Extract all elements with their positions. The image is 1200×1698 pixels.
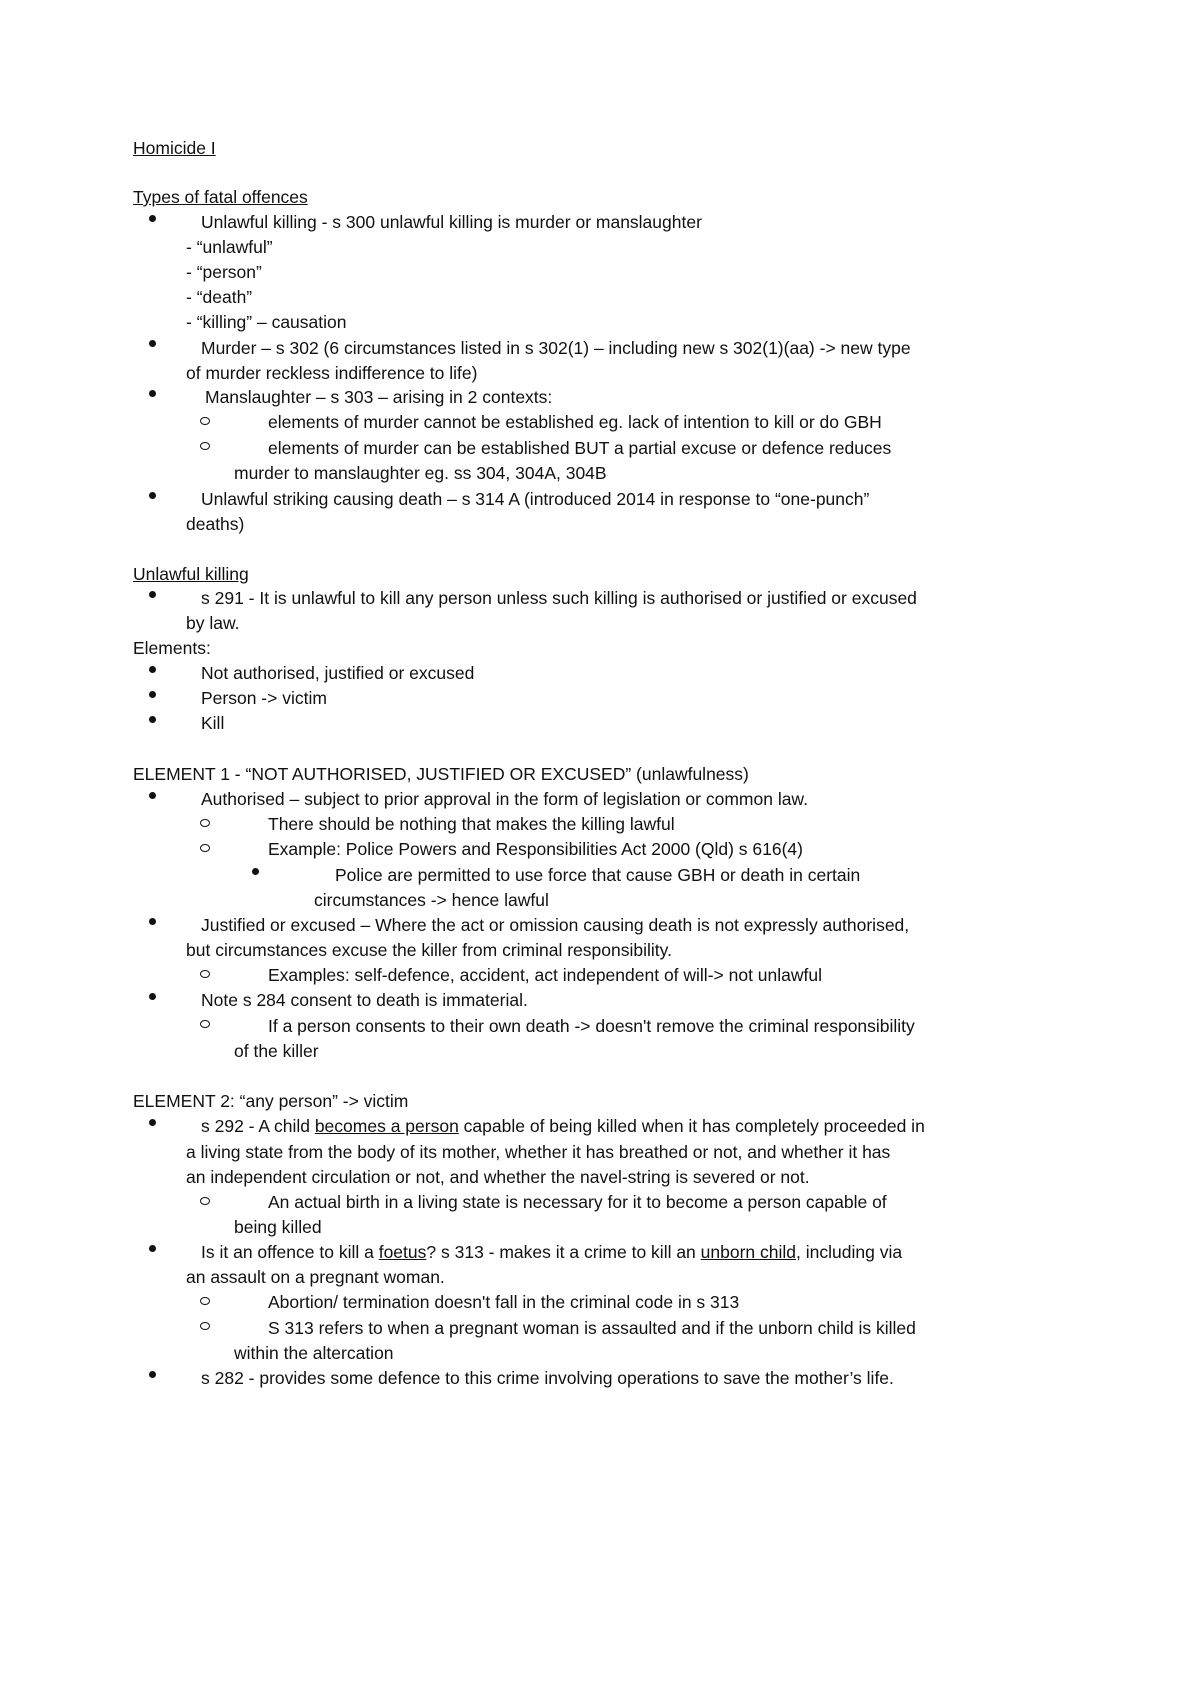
- list-item-continuation: a living state from the body of its mother, whether it has breathed or not, and whether it has: [186, 1142, 891, 1162]
- list-item-continuation: an assault on a pregnant woman.: [186, 1267, 445, 1287]
- bullet-icon: [149, 492, 156, 499]
- sub-list-item: elements of murder cannot be established eg. lack of intention to kill or do GBH: [268, 412, 882, 432]
- list-item: Kill: [201, 713, 225, 733]
- circle-bullet-icon: [200, 417, 210, 425]
- list-item: Murder – s 302 (6 circumstances listed in s 302(1) – including new s 302(1)(aa) -> new type: [201, 338, 911, 358]
- sub-list-item: There should be nothing that makes the killing lawful: [268, 814, 675, 834]
- list-item: Person -> victim: [201, 688, 327, 708]
- list-item-continuation: deaths): [186, 514, 245, 534]
- list-item: - “killing” – causation: [186, 312, 347, 332]
- list-item: Note s 284 consent to death is immaterial.: [201, 990, 528, 1010]
- list-item: - “person”: [186, 262, 262, 282]
- sub-list-item: Abortion/ termination doesn't fall in the criminal code in s 313: [268, 1292, 740, 1312]
- list-item: Manslaughter – s 303 – arising in 2 contexts:: [205, 387, 553, 407]
- document-title: Homicide I: [133, 138, 216, 158]
- sub-list-item: If a person consents to their own death -> doesn't remove the criminal responsibility: [268, 1016, 915, 1036]
- list-item-continuation: but circumstances excuse the killer from criminal responsibility.: [186, 940, 672, 960]
- circle-bullet-icon: [200, 844, 210, 852]
- list-item: Unlawful striking causing death – s 314 A (introduced 2014 in response to “one-punch”: [201, 489, 870, 509]
- circle-bullet-icon: [200, 1322, 210, 1330]
- list-item: s 282 - provides some defence to this crime involving operations to save the mother’s life.: [201, 1368, 894, 1388]
- list-item: Authorised – subject to prior approval in the form of legislation or common law.: [201, 789, 808, 809]
- list-item: - “death”: [186, 287, 253, 307]
- list-item: s 292 - A child becomes a person capable of being killed when it has completely proceeded in: [201, 1116, 925, 1136]
- sub-list-item-continuation: being killed: [234, 1217, 322, 1237]
- bullet-icon: [149, 1119, 156, 1126]
- list-item: Not authorised, justified or excused: [201, 663, 475, 683]
- bullet-icon: [149, 1245, 156, 1252]
- circle-bullet-icon: [200, 442, 210, 450]
- sub-list-item-continuation: murder to manslaughter eg. ss 304, 304A, 304B: [234, 463, 607, 483]
- bullet-icon: [149, 716, 156, 723]
- list-item: Is it an offence to kill a foetus? s 313 - makes it a crime to kill an unborn child, including via: [201, 1242, 903, 1262]
- bullet-icon: [149, 792, 156, 799]
- circle-bullet-icon: [200, 1197, 210, 1205]
- list-item: s 291 - It is unlawful to kill any person unless such killing is authorised or justified or excused: [201, 588, 917, 608]
- list-item: Unlawful killing - s 300 unlawful killing is murder or manslaughter: [201, 212, 702, 232]
- section-heading: Types of fatal offences: [133, 187, 308, 207]
- bullet-icon: [149, 691, 156, 698]
- bullet-icon: [149, 340, 156, 347]
- sub-list-item: elements of murder can be established BUT a partial excuse or defence reduces: [268, 438, 892, 458]
- sub-list-item: Examples: self-defence, accident, act independent of will-> not unlawful: [268, 965, 823, 985]
- underlined-term: becomes a person: [314, 1116, 459, 1136]
- sub-sub-list-item-continuation: circumstances -> hence lawful: [314, 890, 549, 910]
- circle-bullet-icon: [200, 1020, 210, 1028]
- underlined-term: foetus: [378, 1242, 427, 1262]
- circle-bullet-icon: [200, 970, 210, 978]
- sub-list-item-continuation: of the killer: [234, 1041, 319, 1061]
- bullet-icon: [149, 215, 156, 222]
- list-item: Justified or excused – Where the act or omission causing death is not expressly authorised,: [201, 915, 910, 935]
- circle-bullet-icon: [200, 819, 210, 827]
- sub-list-item: An actual birth in a living state is necessary for it to become a person capable of: [268, 1192, 887, 1212]
- bullet-icon: [149, 993, 156, 1000]
- section-heading: Unlawful killing: [133, 564, 249, 584]
- bullet-icon: [149, 591, 156, 598]
- list-item: - “unlawful”: [186, 237, 273, 257]
- bullet-icon: [149, 918, 156, 925]
- bullet-icon: [252, 868, 259, 875]
- elements-label: Elements:: [133, 638, 211, 658]
- section-heading: ELEMENT 2: “any person” -> victim: [133, 1091, 409, 1111]
- list-item-continuation: by law.: [186, 613, 240, 633]
- list-item-continuation: an independent circulation or not, and whether the navel-string is severed or not.: [186, 1167, 810, 1187]
- sub-list-item: Example: Police Powers and Responsibilities Act 2000 (Qld) s 616(4): [268, 839, 803, 859]
- sub-list-item: S 313 refers to when a pregnant woman is assaulted and if the unborn child is killed: [268, 1318, 916, 1338]
- bullet-icon: [149, 390, 156, 397]
- underlined-term: unborn child: [700, 1242, 797, 1262]
- sub-list-item-continuation: within the altercation: [234, 1343, 394, 1363]
- circle-bullet-icon: [200, 1297, 210, 1305]
- sub-sub-list-item: Police are permitted to use force that cause GBH or death in certain: [335, 865, 861, 885]
- section-heading: ELEMENT 1 - “NOT AUTHORISED, JUSTIFIED OR EXCUSED” (unlawfulness): [133, 764, 749, 784]
- bullet-icon: [149, 666, 156, 673]
- list-item-continuation: of murder reckless indifference to life): [186, 363, 478, 383]
- bullet-icon: [149, 1371, 156, 1378]
